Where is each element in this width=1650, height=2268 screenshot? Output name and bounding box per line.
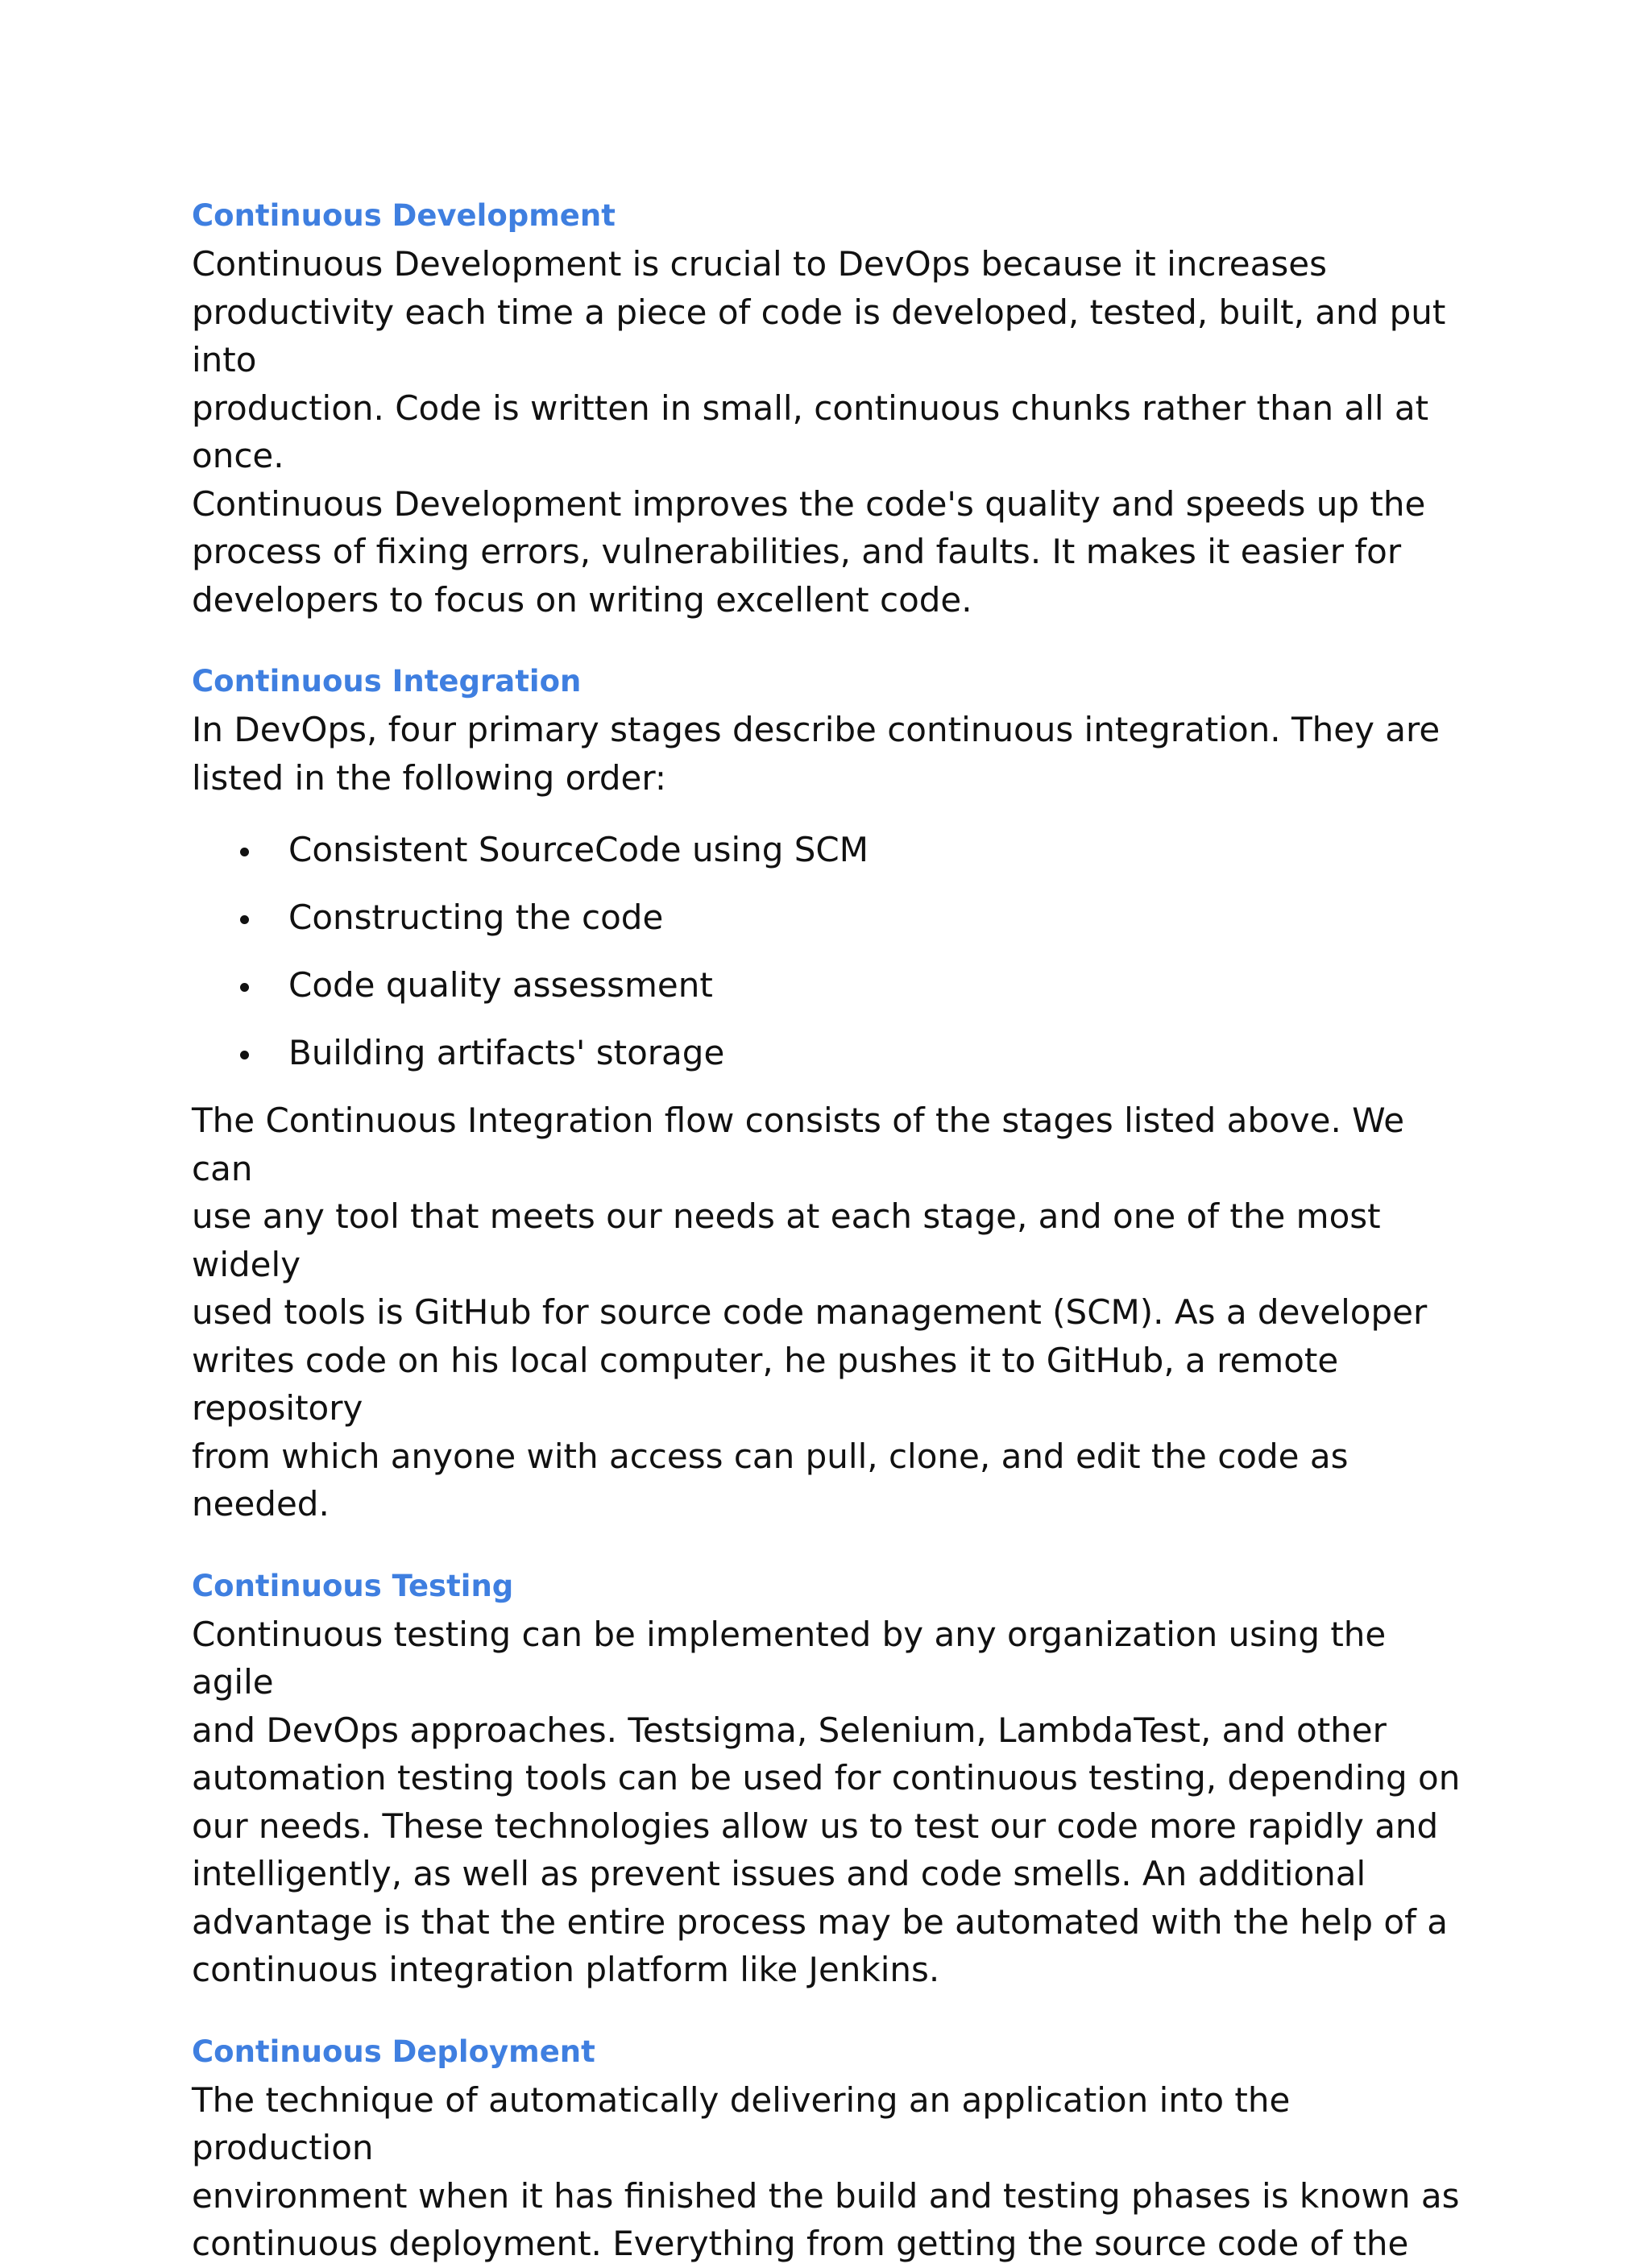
section-paragraph — [192, 1611, 1466, 1994]
paragraph-line: production. Code is written in small, continuous chunks rather than all at once. — [192, 388, 1429, 475]
list-item — [192, 826, 1466, 874]
section-heading: Continuous Deployment — [192, 2034, 595, 2069]
list-item-text: Code quality assessment — [288, 965, 713, 1005]
section-continuous-deployment — [192, 2028, 1466, 2268]
section-intro-paragraph — [192, 706, 1466, 802]
paragraph-line: Continuous Development is crucial to DevOps because it increases — [192, 244, 1327, 284]
paragraph-line: process of fixing errors, vulnerabilities, and faults. It makes it easier for — [192, 532, 1402, 571]
paragraph-line: environment when it has finished the build and testing phases is known as — [192, 2175, 1460, 2216]
paragraph-line: productivity each time a piece of code is developed, tested, built, and put into — [192, 292, 1446, 379]
paragraph-line: The technique of automatically delivering an application into the production — [192, 2079, 1291, 2167]
paragraph-line: listed in the following order: — [192, 757, 667, 798]
paragraph-line: used tools is GitHub for source code management (SCM). As a developer — [192, 1292, 1428, 1332]
section-heading: Continuous Testing — [192, 1568, 514, 1603]
bullet-icon — [240, 915, 249, 924]
paragraph-line: Continuous Development improves the code's quality and speeds up the — [192, 483, 1426, 524]
paragraph-line: automation testing tools can be used for continuous testing, depending on — [192, 1758, 1461, 1797]
list-item — [192, 961, 1466, 1010]
list-item — [192, 1029, 1466, 1077]
paragraph-line: intelligently, as well as prevent issues and code smells. An additional — [192, 1854, 1366, 1893]
section-continuous-testing — [192, 1562, 1466, 1994]
section-heading: Continuous Development — [192, 198, 616, 233]
paragraph-line: In DevOps, four primary stages describe continuous integration. They are — [192, 710, 1441, 749]
paragraph-line: our needs. These technologies allow us to test our code more rapidly and — [192, 1806, 1439, 1846]
list-item-text: Consistent SourceCode using SCM — [288, 830, 869, 869]
paragraph-line: from which anyone with access can pull, clone, and edit the code as needed. — [192, 1436, 1349, 1524]
section-continuous-integration — [192, 657, 1466, 1528]
bullet-icon — [240, 848, 249, 856]
list-item-text: Building artifacts' storage — [288, 1033, 725, 1072]
list-item-text: Constructing the code — [288, 898, 664, 937]
paragraph-line: and DevOps approaches. Testsigma, Selenium, LambdaTest, and other — [192, 1710, 1387, 1750]
paragraph-line: writes code on his local computer, he pushes it to GitHub, a remote repository — [192, 1340, 1339, 1428]
paragraph-line: advantage is that the entire process may be automated with the help of a — [192, 1901, 1449, 1942]
section-paragraph — [192, 2076, 1466, 2268]
paragraph-line: developers to focus on writing excellent code. — [192, 579, 972, 620]
section-heading: Continuous Integration — [192, 664, 582, 699]
paragraph-line: The Continuous Integration flow consists of the stages listed above. We can — [192, 1101, 1405, 1188]
bullet-icon — [240, 983, 249, 992]
paragraph-line: continuous deployment. Everything from getting the source code of the — [192, 2224, 1409, 2263]
bullet-icon — [240, 1051, 249, 1059]
stages-bullet-list — [192, 826, 1466, 1077]
section-paragraph — [192, 1097, 1466, 1528]
paragraph-line: use any tool that meets our needs at each stage, and one of the most widely — [192, 1196, 1381, 1284]
list-item — [192, 894, 1466, 942]
paragraph-line: continuous integration platform like Jenkins. — [192, 1950, 940, 1989]
paragraph-line: Continuous testing can be implemented by any organization using the agile — [192, 1614, 1387, 1702]
section-paragraph — [192, 240, 1466, 624]
section-continuous-development — [192, 192, 1466, 624]
